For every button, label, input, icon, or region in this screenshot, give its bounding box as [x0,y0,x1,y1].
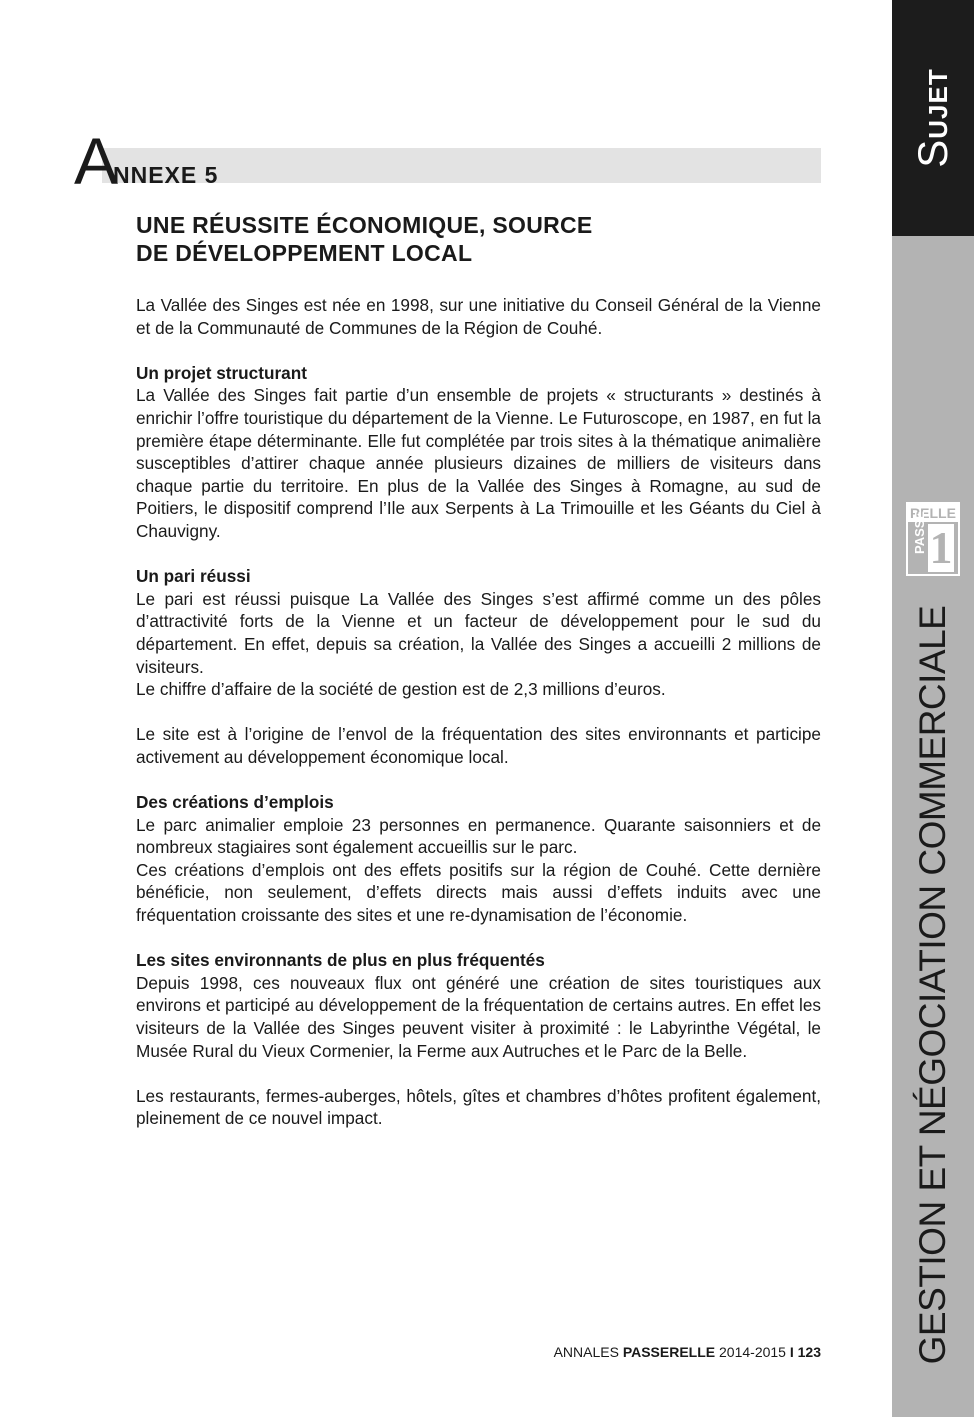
annexe-label: NNEXE 5 [113,162,219,188]
page-number: 123 [797,1344,821,1360]
section-heading: Les sites environnants de plus en plus fréquentés [136,950,545,971]
sidebar-top-block [892,0,974,236]
sections [136,339,821,1130]
article-section [136,723,821,768]
title-line-1: UNE RÉUSSITE ÉCONOMIQUE, SOURCE [136,212,593,238]
section-spacer [136,701,821,724]
vertical-section-title: GESTION ET NÉGOCIATION COMMERCIALE [912,605,953,1365]
page-footer [554,1344,821,1360]
article-section [136,949,821,1062]
annexe-initial: A [74,124,119,198]
section-paragraph: Le pari est réussi puisque La Vallée des Singes s’est affirmé comme un des pôles d’attractivité forts de la Vienne et un facteur de développement pour le sud du département. En effet, depuis sa création, la Vallée des Singes a accueilli 2 millions de visiteurs. [136,588,821,677]
article-section [136,362,821,543]
article-section [136,1085,821,1130]
section-paragraph: Le parc animalier emploie 23 personnes en permanence. Quarante saisonniers et de nombreux stagiaires sont également accueillis sur le parc. [136,814,821,858]
section-paragraph: Les restaurants, fermes-auberges, hôtels, gîtes et chambres d’hôtes profitent également, pleinement de ce nouvel impact. [136,1085,821,1129]
passerelle-logo [906,502,960,576]
section-heading: Un pari réussi [136,566,251,587]
sujet-rest: UJET [923,68,953,139]
logo-number: 1 [929,522,953,573]
section-spacer [136,1062,821,1085]
logo-side-text: PASSE [912,510,927,554]
footer-brand: PASSERELLE [622,1344,716,1360]
sujet-label [909,68,957,167]
article-title [136,211,821,267]
section-paragraph: Depuis 1998, ces nouveaux flux ont généré une création de sites touristiques aux environs et participé au développement de la fréquentation de certains autres. En effet les visiteurs de la Vallée des Singes peuvent visiter à proximité : le Labyrinthe Végétal, le Musée Rural du Vieux Cormenier, la Ferme aux Autruches et le Parc de la Belle. [136,972,821,1061]
section-paragraph: Le chiffre d’affaire de la société de gestion est de 2,3 millions d’euros. [136,679,666,700]
title-line-2: DE DÉVELOPPEMENT LOCAL [136,240,473,266]
section-heading: Un projet structurant [136,362,307,383]
article-section [136,565,821,701]
section-paragraph: Ces créations d’emplois ont des effets positifs sur la région de Couhé. Cette dernière bénéficie, non seulement, d’effets directs mais aussi d’effets induits avec une fréquentation croissante des sites et une re-dynamisation de l’économie. [136,859,821,926]
sidebar [892,0,974,1417]
footer-separator: I [789,1344,794,1360]
section-spacer [136,339,821,362]
section-heading: Des créations d’emplois [136,792,334,813]
footer-prefix: ANNALES [553,1344,619,1360]
section-spacer [136,768,821,791]
logo-top-text: RELLE [908,504,958,522]
section-spacer [136,927,821,950]
section-paragraph: La Vallée des Singes fait partie d’un ensemble de projets « structurants » destinés à enrichir l’offre touristique du département de la Vienne. Le Futuroscope, en 1987, en fut la première étape déterminante. Elle fut complétée par trois sites à la thématique animalière susceptibles d’attirer chaque année plusieurs dizaines de milliers de visiteurs dans chaque partie du territoire. En plus de la Vallée des Singes à Romagne, au sud de Poitiers, le dispositif comprend l’Ile aux Serpents à La Trimouille et les Géants du Ciel à Chauvigny. [136,385,821,541]
intro-paragraph: La Vallée des Singes est née en 1998, sur une initiative du Conseil Général de la Vienne et de la Communauté de Communes de la Région de Couhé. [136,295,821,338]
article [136,211,821,1130]
sujet-cap: S [909,138,956,168]
section-spacer [136,543,821,566]
footer-years: 2014-2015 [719,1344,786,1360]
section-paragraph: Le site est à l’origine de l’envol de la fréquentation des sites environnants et participe activement au développement économique local. [136,724,821,767]
article-section [136,791,821,927]
